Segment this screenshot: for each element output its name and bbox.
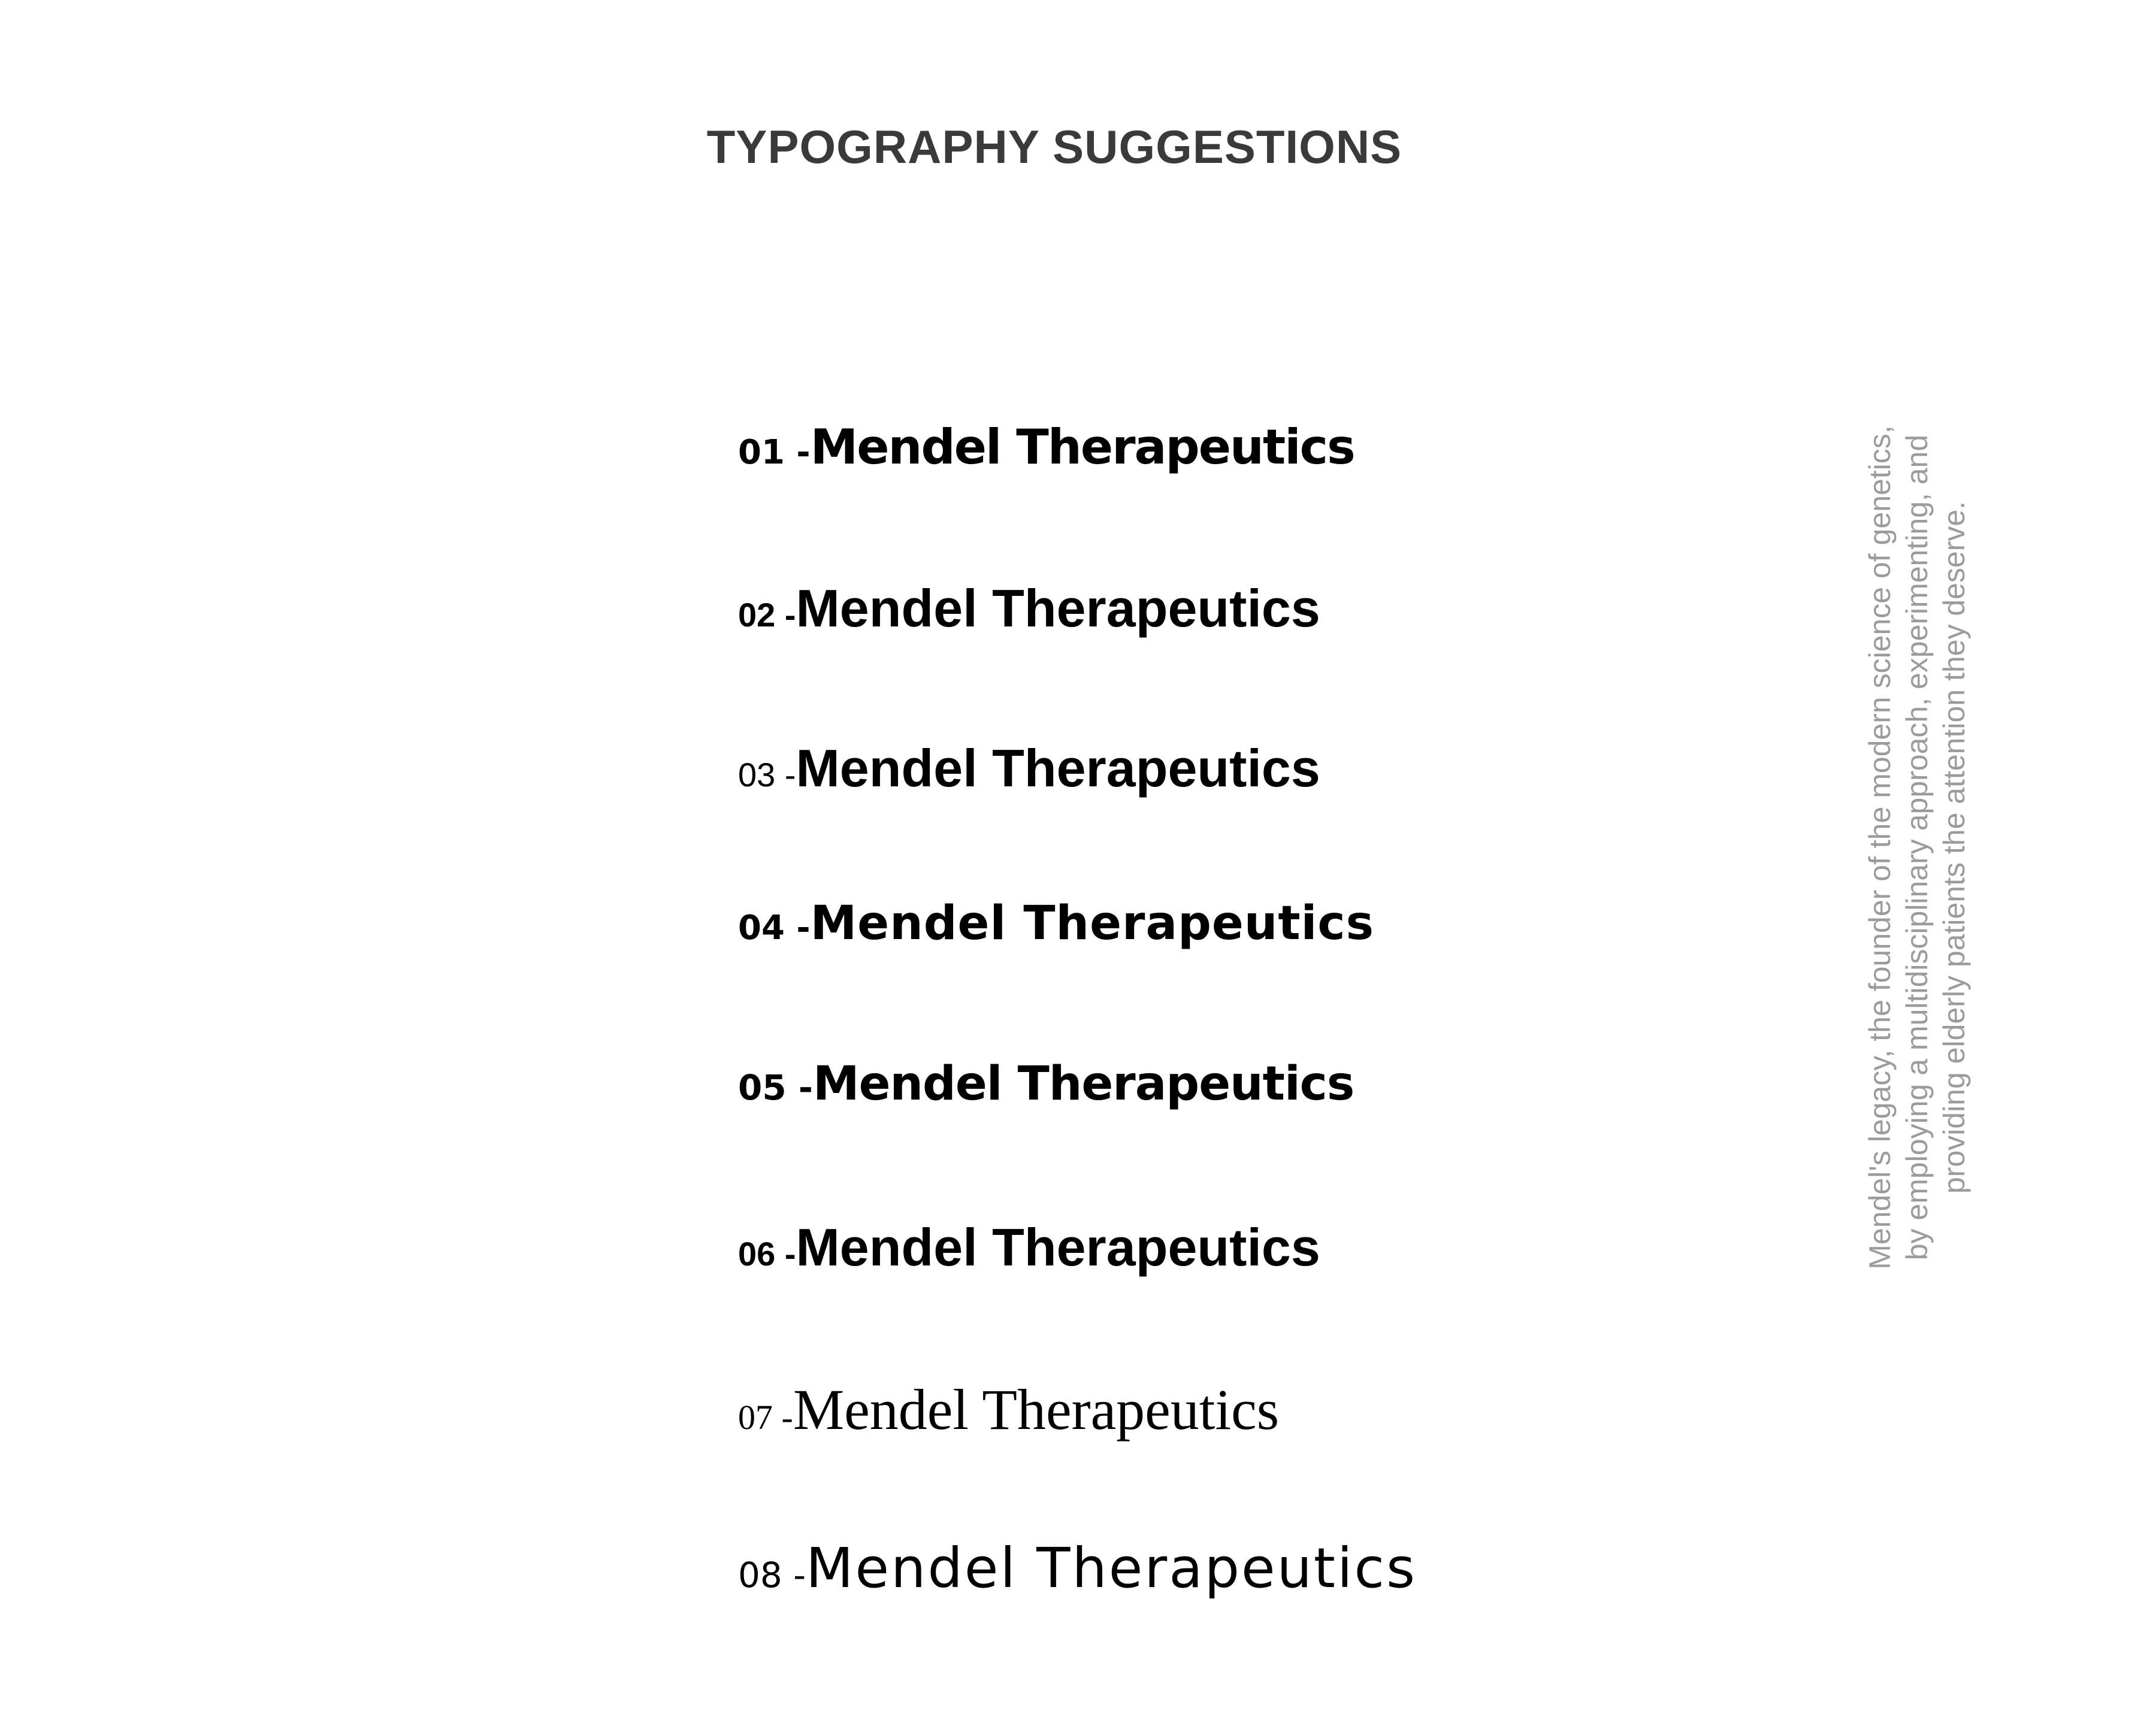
typography-sample-06 <box>738 1217 1320 1278</box>
sample-number: 04 - <box>738 909 811 947</box>
sample-name: Mendel Therapeutics <box>810 419 1354 475</box>
sample-name: Mendel Therapeutics <box>796 579 1320 638</box>
sample-number: 06 - <box>738 1235 796 1273</box>
sample-name: Mendel Therapeutics <box>796 738 1320 798</box>
sample-number: 01 - <box>738 433 811 472</box>
typography-sample-05 <box>738 1057 1354 1111</box>
typography-sample-04 <box>738 897 1374 950</box>
side-description-line: by employing a multidisciplinary approach, experimenting, and <box>1900 434 1934 1261</box>
side-description <box>1861 380 1973 1315</box>
sample-name: Mendel Therapeutics <box>793 1377 1280 1442</box>
page-title: TYPOGRAPHY SUGGESTIONS <box>706 120 1402 173</box>
typography-sample-03 <box>738 738 1320 799</box>
sample-name: Mendel Therapeutics <box>812 1057 1354 1111</box>
sample-name: Mendel Therapeutics <box>796 1218 1320 1277</box>
sample-name: Mendel Therapeutics <box>806 1536 1417 1600</box>
typography-sample-02 <box>738 578 1320 639</box>
sample-number: 03 - <box>738 756 796 794</box>
typography-sample-07 <box>738 1376 1279 1443</box>
sample-name: Mendel Therapeutics <box>810 897 1375 950</box>
sample-number: 08 - <box>738 1555 806 1595</box>
side-description-line: providing elderly patients the attention they deserve. <box>1937 501 1971 1194</box>
sample-number: 02 - <box>738 596 796 634</box>
typography-sample-01 <box>738 419 1354 475</box>
sample-number: 07 - <box>738 1398 793 1437</box>
typography-samples-list <box>738 0 1517 1729</box>
side-description-line: Mendel's legacy, the founder of the modern science of genetics, <box>1863 425 1897 1270</box>
typography-sample-08 <box>738 1536 1417 1600</box>
sample-number: 05 - <box>738 1067 813 1108</box>
